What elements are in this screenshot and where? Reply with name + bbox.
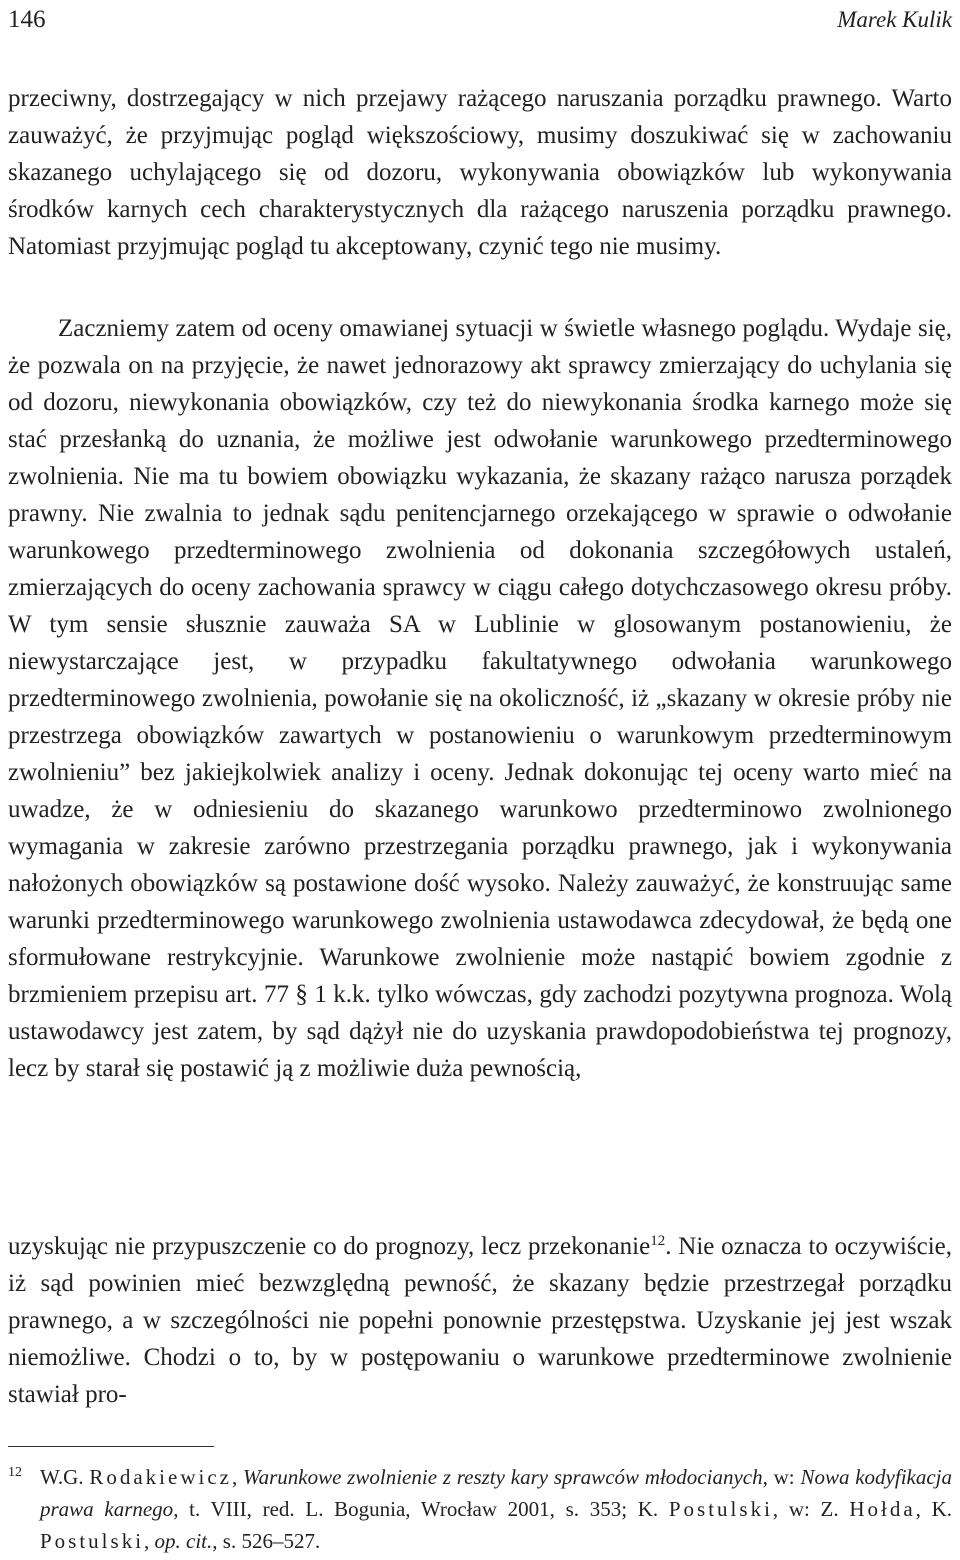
fn-author-4: Postulski (40, 1529, 145, 1553)
paragraph-3-text-b: . Nie oznacza to oczywiście, iż sąd powinien mieć bezwzględną pewność, że skazany będzie przestrzegał porządku prawnego, a w szczególności nie popełni ponownie przestępstwa. Uzyskanie jej jest wszak niemożliwe. Chodzi o to, by w postępowaniu o warunkowe przedterminowe zwolnienie stawiał pro- (8, 1233, 952, 1408)
body-paragraph-1: przeciwny, dostrzegający w nich przejawy rażącego naruszania porządku prawnego. Warto zauważyć, że przyjmując pogląd większościowy, musimy doszukiwać się w zachowaniu skazanego uchylającego się od dozoru, wykonywania obowiązków lub wykonywania środków karnych cech charakterystycznych dla rażącego naruszenia porządku prawnego. Natomiast przyjmując pogląd tu akceptowany, czynić tego nie musimy. (8, 85, 952, 260)
fn-seg-4: , t. VIII, red. L. Bogunia, Wrocław 2001, s. 353; K. (173, 1497, 669, 1521)
running-head: Marek Kulik (837, 7, 952, 32)
fn-seg-8: , s. 526–527. (212, 1529, 321, 1553)
paragraph-3-text-a: uzyskując nie przypuszczenie co do prognozy, lecz przekonanie (8, 1233, 651, 1260)
fn-title-2: Nowa kodyfikacja prawa karnego (40, 1465, 953, 1521)
fn-seg-1: W.G. (40, 1465, 90, 1489)
footnote-number: 12 (8, 1465, 22, 1480)
footnote-separator (8, 1446, 214, 1447)
footnote (8, 1461, 952, 1557)
fn-opcit: op. cit. (154, 1529, 213, 1553)
page-number: 146 (8, 6, 46, 33)
fn-seg-3: , w: (762, 1465, 801, 1489)
fn-title-1: Warunkowe zwolnienie z reszty kary sprawców młodocianych (243, 1465, 763, 1489)
fn-author-2: Postulski (668, 1497, 773, 1521)
body-paragraph-3 (8, 1228, 952, 1413)
footnote-text (40, 1461, 952, 1557)
fn-seg-5: , w: Z. (772, 1497, 850, 1521)
fn-author-1: Rodakiewicz (89, 1465, 232, 1489)
fn-seg-7: , (144, 1529, 155, 1553)
fn-seg-2: , (231, 1465, 244, 1489)
footnote-reference[interactable]: 12 (650, 1233, 666, 1249)
page-header (8, 0, 952, 40)
fn-seg-6: , K. (915, 1497, 952, 1521)
fn-author-3: Hołda (849, 1497, 916, 1521)
body-paragraph-2: Zaczniemy zatem od oceny omawianej sytuacji w świetle własnego poglądu. Wydaje się, że pozwala on na przyjęcie, że nawet jednorazowy akt sprawcy zmierzający do uchylania się od dozoru, niewykonania obowiązków, czy też do niewykonania środka karnego może się stać przesłanką do uznania, że możliwe jest odwołanie warunkowego przedterminowego zwolnienia. Nie ma tu bowiem obowiązku wykazania, że skazany rażąco narusza porządek prawny. Nie zwalnia to jednak sądu penitencjarnego orzekającego w sprawie o odwołanie warunkowego przedterminowego zwolnienia od dokonania szczegółowych ustaleń, zmierzających do oceny zachowania sprawcy w ciągu całego dotychczasowego okresu próby. W tym sensie słusznie zauważa SA w Lublinie w glosowanym postanowieniu, że niewystarczające jest, w przypadku fakultatywnego odwołania warunkowego przedterminowego zwolnienia, powołanie się na okoliczność, iż „skazany w okresie próby nie przestrzega obowiązków zawartych w postanowieniu o warunkowym przedterminowym zwolnieniu” bez jakiejkolwiek analizy i oceny. Jednak dokonując tej oceny warto mieć na uwadze, że w odniesieniu do skazanego warunkowo przedterminowo zwolnionego wymagania w zakresie zarówno przestrzegania porządku prawnego, jak i wykonywania nałożonych obowiązków są postawione dość wysoko. Należy zauważyć, że konstruując same warunki przedterminowego warunkowego zwolnienia ustawodawca zdecydował, że będą one sformułowane restrykcyjnie. Warunkowe zwolnienie może nastąpić bowiem zgodnie z brzmieniem przepisu art. 77 § 1 k.k. tylko wówczas, gdy zachodzi pozytywna prognoza. Wolą ustawodawcy jest zatem, by sąd dążył nie do uzyskania prawdopodobieństwa tej prognozy, lecz by starał się postawić ją z możliwie duża pewnością, (8, 315, 952, 1082)
